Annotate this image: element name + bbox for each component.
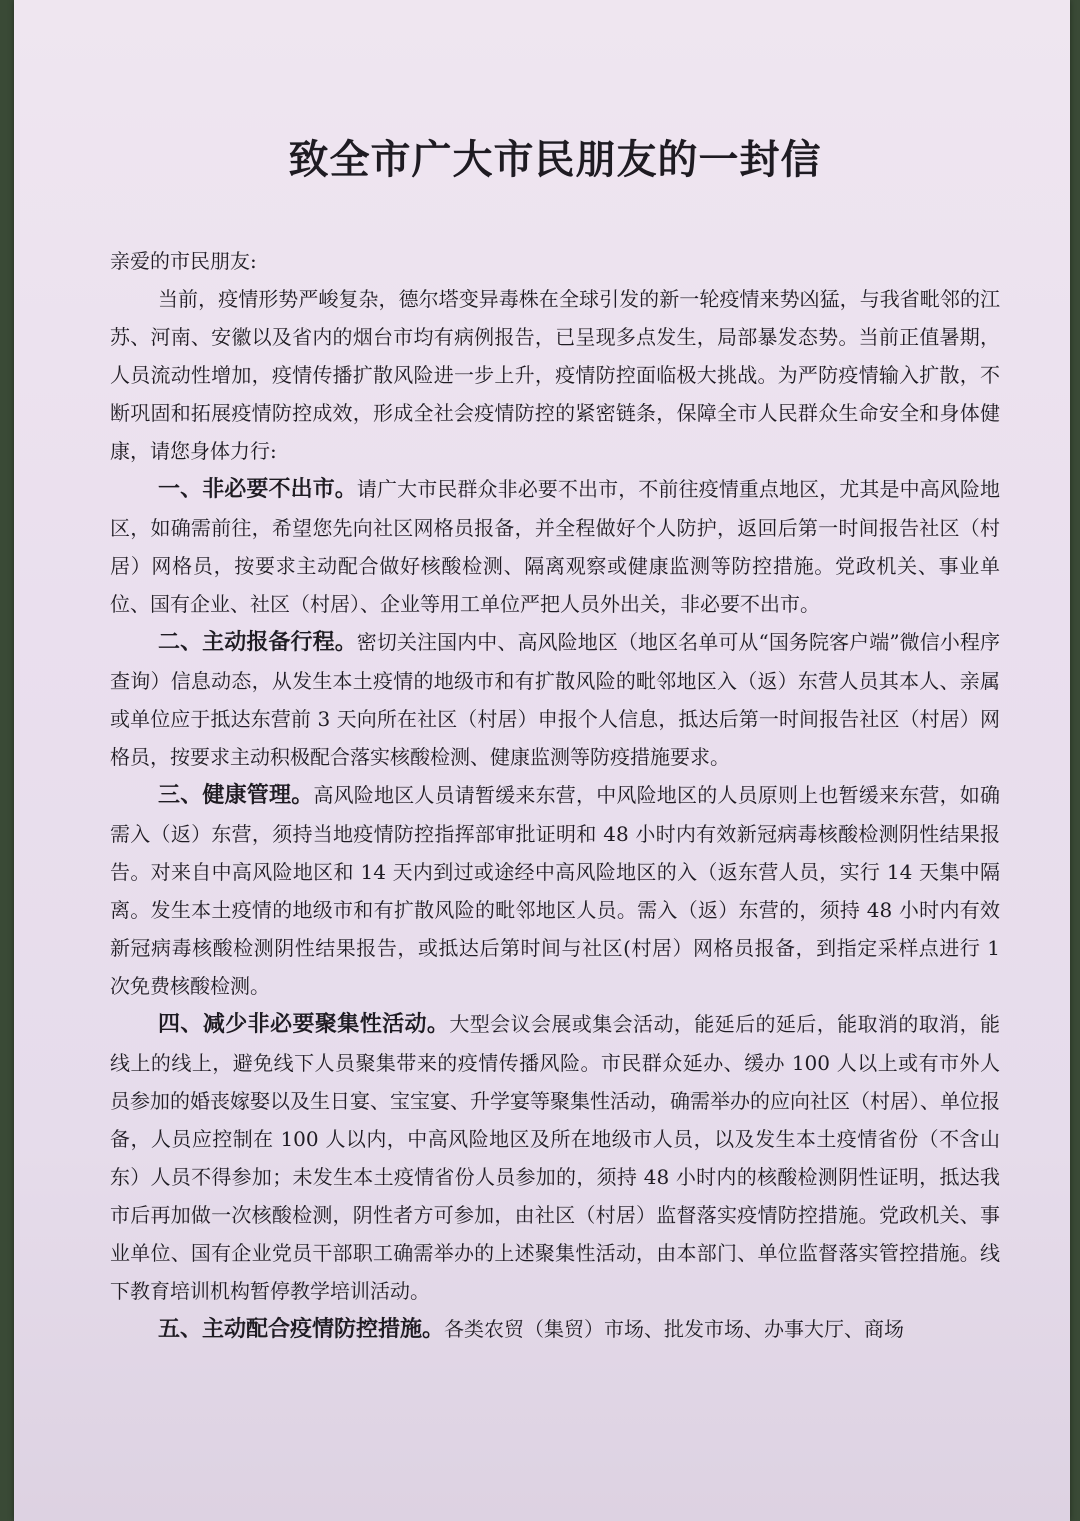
section-1 [110, 470, 1000, 623]
section-heading: 五、主动配合疫情防控措施。 [158, 1317, 445, 1342]
section-3 [110, 776, 1000, 1005]
section-body: 密切关注国内中、高风险地区（地区名单可从“国务院客户端”微信小程序查询）信息动态，从发生本土疫情的地级市和有扩散风险的毗邻地区入（返）东营人员其本人、亲属或单位应于抵达东营前 3 天向所在社区（村居）申报个人信息，抵达后第一时间报告社区（村居）网格员，按要求主动积极配合落实核酸检测、健康监测等防疫措施要求。 [110, 630, 1000, 769]
section-body: 请广大市民群众非必要不出市，不前往疫情重点地区，尤其是中高风险地区，如确需前往，希望您先向社区网格员报备，并全程做好个人防护，返回后第一时间报告社区（村居）网格员，按要求主动配合做好核酸检测、隔离观察或健康监测等防控措施。党政机关、事业单位、国有企业、社区（村居）、企业等用工单位严把人员外出关，非必要不出市。 [110, 477, 1000, 616]
letter-page [14, 0, 1070, 1521]
section-5 [110, 1310, 1000, 1349]
section-heading: 四、减少非必要聚集性活动。 [158, 1012, 450, 1037]
section-heading: 二、主动报备行程。 [158, 630, 357, 655]
section-body: 高风险地区人员请暂缓来东营，中风险地区的人员原则上也暂缓来东营，如确需入（返）东营，须持当地疫情防控指挥部审批证明和 48 小时内有效新冠病毒核酸检测阴性结果报告。对来自中高风险地区和 14 天内到过或途经中高风险地区的入（返东营人员，实行 14 天集中隔离。发生本土疫情的地级市和有扩散风险的毗邻地区人员。需入（返）东营的，须持 48 小时内有效新冠病毒核酸检测阴性结果报告，或抵达后第时间与社区(村居）网格员报备，到指定采样点进行 1 次免费核酸检测。 [110, 783, 1000, 998]
intro-paragraph: 当前，疫情形势严峻复杂，德尔塔变异毒株在全球引发的新一轮疫情来势凶猛，与我省毗邻的江苏、河南、安徽以及省内的烟台市均有病例报告，已呈现多点发生，局部暴发态势。当前正值暑期，人员流动性增加，疫情传播扩散风险进一步上升，疫情防控面临极大挑战。为严防疫情输入扩散，不断巩固和拓展疫情防控成效，形成全社会疫情防控的紧密链条，保障全市人民群众生命安全和身体健康，请您身体力行: [110, 287, 1000, 463]
letter-content [110, 130, 1000, 1349]
section-body: 各类农贸（集贸）市场、批发市场、办事大厅、商场 [444, 1317, 905, 1341]
letter-title: 致全市广大市民朋友的一封信 [288, 137, 822, 183]
section-4 [110, 1005, 1000, 1310]
section-body: 大型会议会展或集会活动，能延后的延后，能取消的取消，能线上的线上，避免线下人员聚集带来的疫情传播风险。市民群众延办、缓办 100 人以上或有市外人员参加的婚丧嫁娶以及生日宴、宝宝宴、升学宴等聚集性活动，确需举办的应向社区（村居）、单位报备，人员应控制在 100 人以内，中高风险地区及所在地级市人员，以及发生本土疫情省份（不含山东）人员不得参加；未发生本土疫情省份人员参加的，须持 48 小时内的核酸检测阴性证明，抵达我市后再加做一次核酸检测，阴性者方可参加，由社区（村居）监督落实疫情防控措施。党政机关、事业单位、国有企业党员干部职工确需举办的上述聚集性活动，由本部门、单位监督落实管控措施。线下教育培训机构暂停教学培训活动。 [110, 1012, 1000, 1303]
letter-greeting: 亲爱的市民朋友: [110, 249, 257, 273]
section-heading: 三、健康管理。 [158, 783, 314, 808]
section-heading: 一、非必要不出市。 [158, 477, 357, 502]
section-2 [110, 623, 1000, 776]
